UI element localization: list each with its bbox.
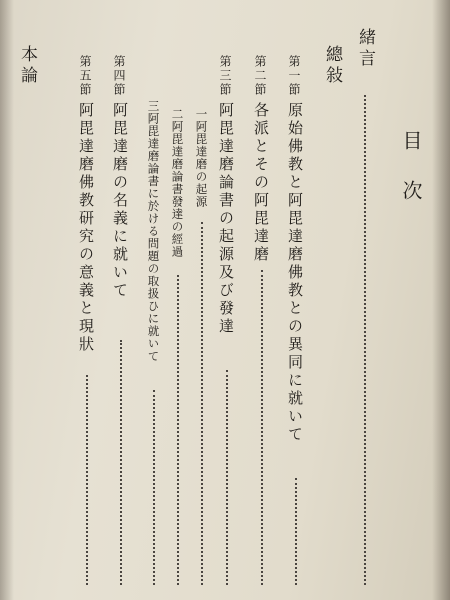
toc-section-2-number: 第二節 <box>253 55 267 97</box>
toc-entry-soujo: 總敍 <box>322 45 342 87</box>
toc-entry-honron: 本論 <box>17 45 37 87</box>
toc-section-4-title: 阿毘達磨の名義に就いて <box>111 102 129 300</box>
page-gutter-shadow <box>0 0 14 600</box>
toc-subsection-3: 三阿毘達磨論書に於ける問題の取扱ひに就いて <box>146 100 161 363</box>
toc-leader-dots <box>153 390 155 585</box>
toc-section-3-title: 阿毘達磨論書の起源及び發達 <box>217 102 235 336</box>
toc-section-3-number: 第三節 <box>218 55 232 97</box>
toc-section-5-number: 第五節 <box>78 55 92 97</box>
toc-section-5-title: 阿毘達磨佛教研究の意義と現狀 <box>77 102 95 354</box>
toc-leader-dots <box>295 478 297 585</box>
toc-leader-dots <box>226 370 228 585</box>
toc-entry-shogen: 緒言 <box>355 28 375 70</box>
toc-leader-dots <box>86 375 88 585</box>
page-edge-shadow <box>432 0 450 600</box>
toc-leader-dots <box>177 275 179 585</box>
toc-title-mu: 目 <box>399 130 423 152</box>
toc-section-2-title: 各派とその阿毘達磨 <box>252 102 270 264</box>
toc-title-ji: 次 <box>399 180 423 202</box>
toc-section-4-number: 第四節 <box>112 55 126 97</box>
toc-leader-dots <box>261 270 263 585</box>
toc-section-1-number: 第一節 <box>287 55 301 97</box>
toc-leader-dots <box>201 222 203 585</box>
toc-leader-dots <box>364 95 366 585</box>
toc-subsection-2: 二阿毘達磨論書發達の經過 <box>170 108 185 258</box>
toc-leader-dots <box>120 340 122 585</box>
toc-subsection-1: 一阿毘達磨の起源 <box>194 108 209 208</box>
toc-section-1-title: 原始佛教と阿毘達磨佛教との異同に就いて <box>286 102 304 444</box>
